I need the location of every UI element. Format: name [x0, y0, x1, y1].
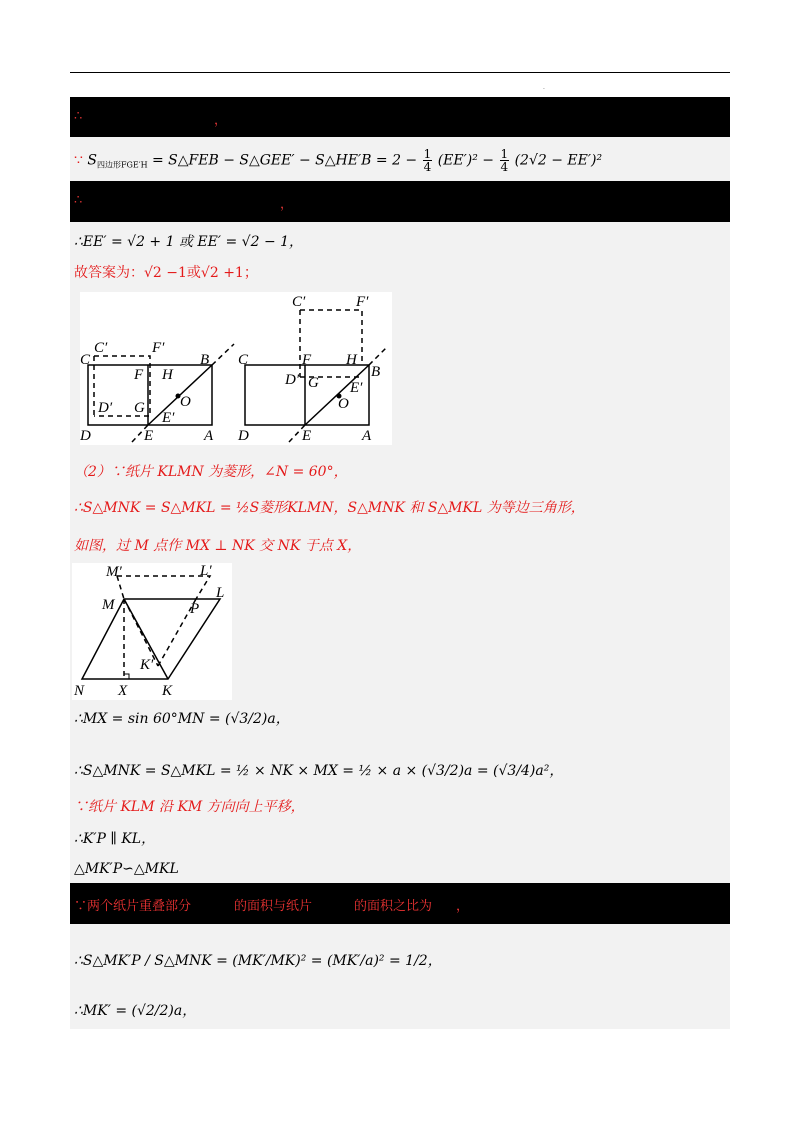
svg-text:G: G	[134, 400, 145, 416]
answer-line: 故答案为：√2 −1或√2 +1；	[74, 265, 258, 281]
similar-statement: △MK′P∽△MKL	[74, 861, 179, 877]
band3-text: ∵两个纸片重叠部分	[74, 899, 192, 914]
svg-text:K′: K′	[140, 657, 154, 673]
redacted-band-3	[70, 883, 730, 924]
solution-ee: ∴EE′ = √2 + 1 或 EE′ = √2 − 1，	[74, 234, 304, 250]
area-subscript: 四边形FGE′H	[96, 160, 148, 170]
svg-text:N: N	[74, 683, 85, 699]
fraction-quarter-1: $\frac{1}{4}$	[423, 147, 432, 174]
equilateral-statement: ∴S△MNK = S△MKL = ½S菱形KLMN，S△MNK 和 S△MKL 为等边三角形，	[74, 500, 585, 516]
band2-therefore: ∴	[74, 193, 83, 208]
svg-text:C′: C′	[94, 340, 108, 356]
svg-text:M: M	[102, 597, 115, 613]
svg-text:E′: E′	[162, 410, 175, 426]
svg-text:C: C	[80, 352, 91, 368]
equation-rest: = S△FEB − S△GEE′ − S△HE′B = 2 −	[152, 152, 418, 169]
because-symbol: ∵	[74, 152, 83, 169]
ratio-equation: ∴S△MK′P / S△MNK = (MK′/MK)² = (MK′/a)² = 1/2，	[74, 953, 442, 969]
svg-text:E′: E′	[350, 380, 363, 396]
svg-text:L′: L′	[200, 563, 212, 579]
svg-text:O: O	[338, 396, 349, 412]
band1-therefore: ∴	[74, 109, 83, 124]
band3-mid: 的面积与纸片	[234, 899, 313, 914]
parallel-statement: ∴K′P ∥ KL，	[74, 831, 156, 847]
redacted-band-2	[70, 181, 730, 222]
redacted-band-1	[70, 97, 730, 137]
svg-text:E: E	[144, 428, 154, 444]
band3-end: 的面积之比为	[354, 899, 433, 914]
svg-text:D′: D′	[285, 372, 300, 388]
svg-text:O: O	[180, 394, 191, 410]
svg-text:F′: F′	[356, 294, 369, 310]
perpendicular-statement: 如图，过 M 点作 MX ⊥ NK 交 NK 于点 X，	[74, 538, 362, 554]
mk-prime-length: ∴MK′ = (√2/2)a，	[74, 1003, 197, 1019]
svg-text:F: F	[302, 352, 312, 368]
header-rule	[70, 72, 730, 73]
svg-text:X: X	[118, 683, 128, 699]
band3-comma: ，	[456, 899, 470, 914]
equation-tail-2: (2√2 − EE′)²	[514, 152, 603, 169]
band1-comma: ，	[214, 113, 228, 128]
equation-area	[74, 148, 602, 173]
svg-text:A: A	[362, 428, 372, 444]
rhombus-statement: （2）∵纸片 KLMN 为菱形，∠N = 60°，	[74, 464, 348, 480]
svg-text:H: H	[162, 367, 173, 383]
header-dot: .	[543, 84, 545, 91]
svg-text:D: D	[238, 428, 249, 444]
svg-text:F: F	[134, 367, 144, 383]
svg-text:M′: M′	[106, 564, 122, 580]
svg-text:L: L	[216, 585, 225, 601]
svg-text:C′: C′	[292, 294, 306, 310]
svg-text:C: C	[238, 352, 249, 368]
svg-text:P: P	[190, 601, 200, 617]
equation-tail-1: (EE′)² −	[437, 152, 495, 169]
band2-comma: ，	[280, 197, 294, 212]
svg-text:K: K	[162, 683, 173, 699]
svg-text:D′: D′	[98, 400, 113, 416]
svg-text:E: E	[302, 428, 312, 444]
figure-rectangles	[80, 292, 392, 445]
mx-length: ∴MX = sin 60°MN = (√3/2)a，	[74, 711, 290, 727]
triangle-area: ∴S△MNK = S△MKL = ½ × NK × MX = ½ × a × (√3/2)a = (√3/4)a²，	[74, 763, 564, 779]
svg-text:A: A	[204, 428, 214, 444]
fraction-quarter-2: $\frac{1}{4}$	[500, 147, 509, 174]
svg-text:B: B	[371, 364, 381, 380]
svg-text:H: H	[346, 352, 357, 368]
svg-text:G: G	[308, 375, 319, 391]
area-symbol: S	[87, 152, 97, 169]
svg-text:D: D	[80, 428, 91, 444]
svg-text:F′: F′	[152, 340, 165, 356]
translation-statement: ∵纸片 KLM 沿 KM 方向向上平移，	[74, 799, 305, 815]
svg-text:B: B	[200, 352, 210, 368]
figure-rhombus	[72, 563, 232, 700]
